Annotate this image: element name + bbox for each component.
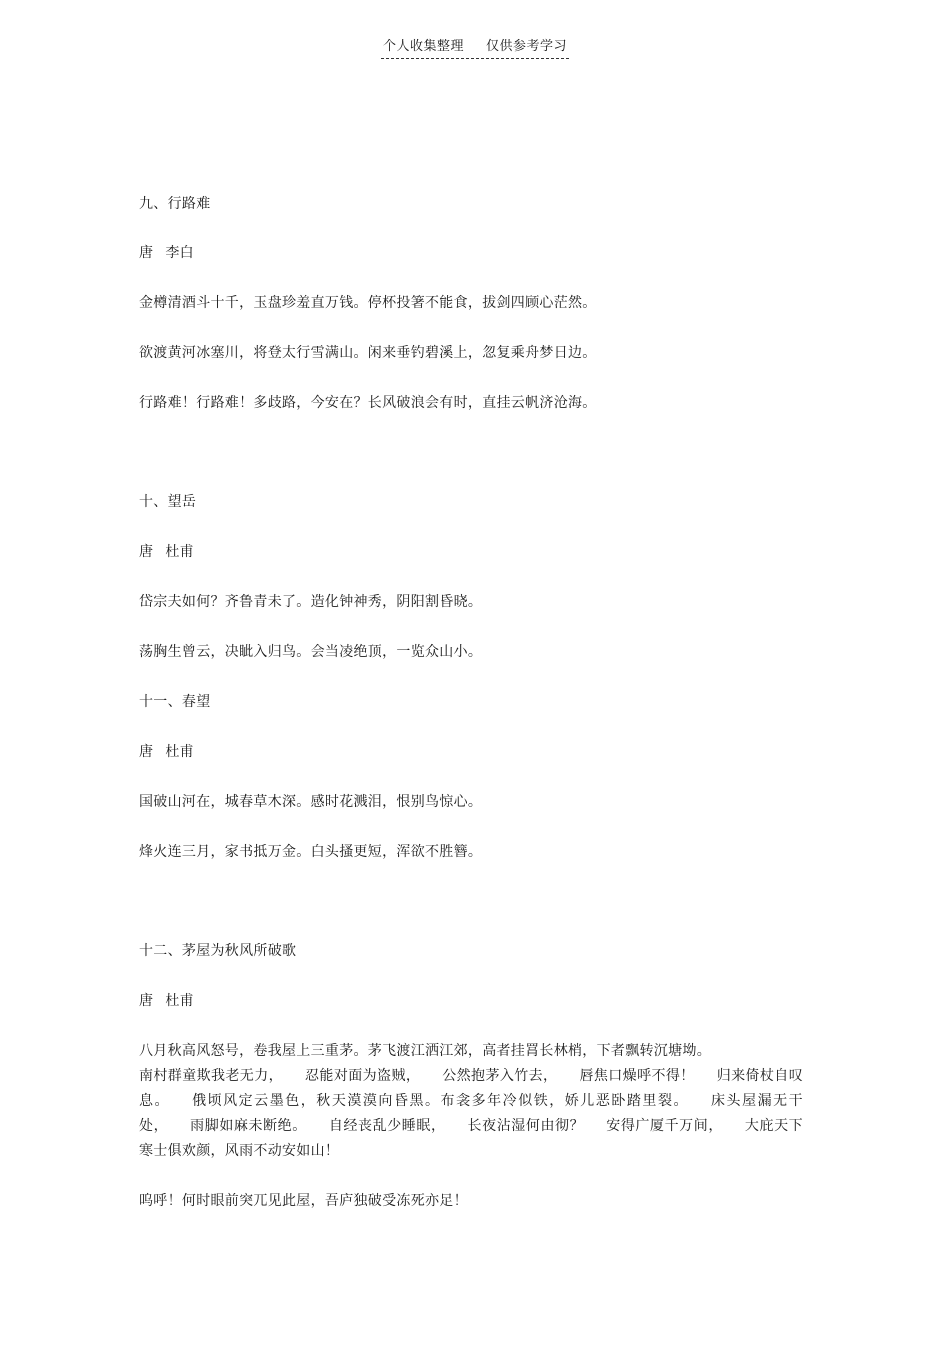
- poem-author: 李白: [165, 245, 194, 261]
- page-header: [0, 38, 950, 59]
- poem-title: 十、望岳: [139, 494, 197, 510]
- poem-author: 杜甫: [165, 544, 194, 560]
- poem-author-line: [139, 742, 194, 762]
- poem-line: 金樽清酒斗十千，玉盘珍羞直万钱。停杯投箸不能食，拔剑四顾心茫然。: [139, 295, 597, 311]
- poem-line: 八月秋高风怒号，卷我屋上三重茅。茅飞渡江洒江郊，高者挂罥长林梢，下者飘转沉塘坳。: [139, 1043, 711, 1059]
- poem-line: 呜呼！何时眼前突兀见此屋，吾庐独破受冻死亦足！: [139, 1193, 468, 1209]
- poem-segment: 南村群童欺我老无力，: [139, 1068, 284, 1084]
- poem-author: 杜甫: [165, 993, 194, 1009]
- poem-segment: 安得广厦千万间，: [606, 1118, 723, 1134]
- poem-line: 荡胸生曾云，决眦入归鸟。会当凌绝顶，一览众山小。: [139, 644, 483, 660]
- header-left-text: 个人收集整理: [382, 39, 464, 54]
- header-banner: [381, 38, 569, 59]
- poem-line: 行路难！行路难！多歧路，今安在？长风破浪会有时，直挂云帆济沧海。: [139, 395, 597, 411]
- poem-dynasty: 唐: [139, 993, 154, 1009]
- poem-title: 十一、春望: [139, 694, 211, 710]
- poem-segment: 雨脚如麻未断绝。: [190, 1118, 307, 1134]
- poem-paragraph: [139, 1064, 803, 1164]
- poem-line: 岱宗夫如何？齐鲁青未了。造化钟神秀，阴阳割昏晓。: [139, 594, 483, 610]
- poem-segment: 归来倚杖自叹息。: [139, 1068, 803, 1109]
- poem-line: 国破山河在，城春草木深。感时花溅泪，恨别鸟惊心。: [139, 794, 483, 810]
- poem-dynasty: 唐: [139, 245, 154, 261]
- poem-author: 杜甫: [165, 744, 194, 760]
- poem-dynasty: 唐: [139, 544, 154, 560]
- header-right-text: 仅供参考学习: [486, 39, 568, 54]
- poem-author-line: [139, 243, 194, 263]
- poem-title: 十二、茅屋为秋风所破歌: [139, 943, 297, 959]
- poem-segment: 俄顷风定云墨色，秋天漠漠向昏黑。布衾多年冷似铁，娇儿恶卧踏里裂。: [192, 1093, 690, 1109]
- poem-segment: 床头屋漏无干处，: [139, 1093, 803, 1134]
- poem-segment: 自经丧乱少睡眠，: [328, 1118, 446, 1134]
- poem-segment: 长夜沾湿何由彻？: [467, 1118, 585, 1134]
- poem-title: 九、行路难: [139, 196, 211, 212]
- poem-dynasty: 唐: [139, 744, 154, 760]
- poem-author-line: [139, 542, 194, 562]
- poem-segment: 忍能对面为盗贼，: [305, 1068, 421, 1084]
- poem-segment: 唇焦口燥呼不得！: [579, 1068, 695, 1084]
- poem-segment: 公然抱茅入竹去，: [442, 1068, 558, 1084]
- poem-line: 烽火连三月，家书抵万金。白头搔更短，浑欲不胜簪。: [139, 844, 483, 860]
- poem-author-line: [139, 991, 194, 1011]
- poem-line: 欲渡黄河冰塞川，将登太行雪满山。闲来垂钓碧溪上，忽复乘舟梦日边。: [139, 345, 597, 361]
- poem-segment: 大庇天下寒士俱欢颜，风雨不动安如山！: [139, 1118, 803, 1159]
